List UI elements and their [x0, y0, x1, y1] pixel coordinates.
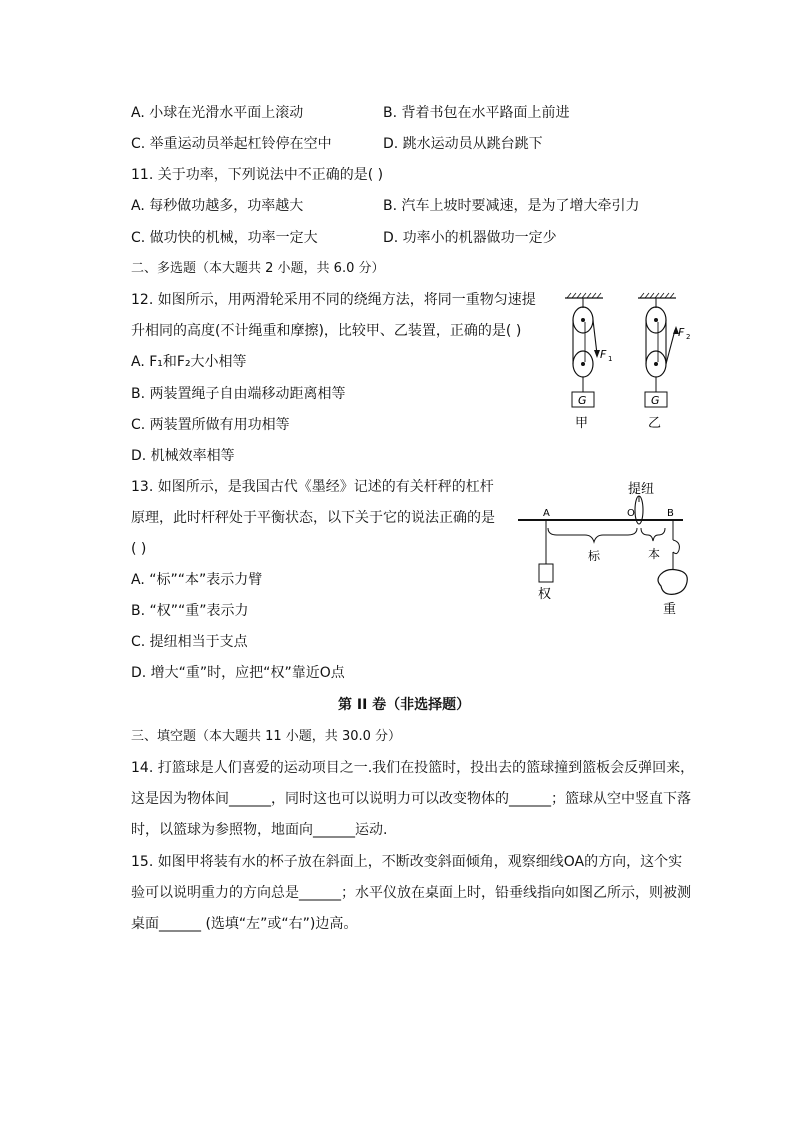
part-two-title: 第 II 卷（非选择题） [338, 697, 471, 713]
label-ben: 本 [648, 547, 661, 561]
q10-option-b: B. 背着书包在水平路面上前进 [383, 105, 570, 121]
q11-option-a: A. 每秒做功越多，功率越大 [131, 198, 304, 214]
q14-line3: 时，以篮球为参照物，地面向______运动. [131, 822, 388, 838]
caption-yi: 乙 [648, 416, 662, 431]
q11-stem: 11. 关于功率，下列说法中不正确的是( ) [131, 167, 384, 183]
q12-option-d: D. 机械效率相等 [131, 448, 235, 464]
q15-line1: 15. 如图甲将装有水的杯子放在斜面上，不断改变斜面倾角，观察细线OA的方向，这个实 [131, 854, 683, 870]
label-biao: 标 [588, 549, 601, 563]
q11-option-d: D. 功率小的机器做功一定少 [383, 230, 557, 246]
q11-option-c: C. 做功快的机械，功率一定大 [131, 230, 318, 246]
q15-line2: 验可以说明重力的方向总是______；水平仪放在桌面上时，铅垂线指向如图乙所示，则被测 [131, 885, 691, 901]
q10-option-c: C. 举重运动员举起杠铃停在空中 [131, 136, 332, 152]
force-f1-label: F [600, 348, 607, 361]
q15-line3: 桌面______ (选填“左”或“右”)边高。 [131, 916, 358, 932]
q13-option-a: A. “标”“本”表示力臂 [131, 572, 263, 588]
pulley-figure [555, 292, 705, 437]
q11-option-b: B. 汽车上坡时要减速，是为了增大牵引力 [383, 198, 640, 214]
q13-stem-line2: 原理，此时杆秤处于平衡状态，以下关于它的说法正确的是 [131, 510, 495, 526]
q13-option-d: D. 增大“重”时，应把“权”靠近O点 [131, 665, 345, 681]
q10-option-d: D. 跳水运动员从跳台跳下 [383, 136, 543, 152]
force-f2-subscript: 2 [686, 333, 691, 341]
q12-option-c: C. 两装置所做有用功相等 [131, 417, 290, 433]
label-point-o: O [627, 508, 635, 519]
q14-line1: 14. 打篮球是人们喜爱的运动项目之一.我们在投篮时，投出去的篮球撞到篮板会反弹回来， [131, 760, 695, 776]
q12-option-b: B. 两装置绳子自由端移动距离相等 [131, 386, 346, 402]
steelyard-figure [515, 478, 695, 618]
label-zhong: 重 [663, 602, 677, 617]
label-point-a: A [543, 508, 550, 519]
force-f1-subscript: 1 [608, 355, 613, 363]
q13-option-c: C. 提纽相当于支点 [131, 634, 248, 650]
label-quan: 权 [538, 587, 552, 602]
section-heading-multi-choice: 二、多选题（本大题共 2 小题，共 6.0 分） [131, 261, 385, 276]
q13-option-b: B. “权”“重”表示力 [131, 603, 249, 619]
force-f2-label: F [678, 326, 685, 339]
q13-stem-line1: 13. 如图所示，是我国古代《墨经》记述的有关杆秤的杠杆 [131, 479, 494, 495]
q13-stem-line3: ( ) [131, 541, 147, 557]
label-tizhu: 提纽 [628, 482, 655, 497]
weight-g-left: G [578, 394, 587, 407]
weight-g-right: G [651, 394, 660, 407]
q14-line2: 这是因为物体间______，同时这也可以说明力可以改变物体的______；篮球从空中竖直下落 [131, 791, 691, 807]
q12-option-a: A. F₁和F₂大小相等 [131, 354, 247, 370]
q12-stem-line2: 升相同的高度(不计绳重和摩擦)，比较甲、乙装置，正确的是( ) [131, 323, 522, 339]
q12-stem-line1: 12. 如图所示，用两滑轮采用不同的绕绳方法，将同一重物匀速提 [131, 292, 536, 308]
label-point-b: B [667, 508, 674, 519]
section-heading-fill-blank: 三、填空题（本大题共 11 小题，共 30.0 分） [131, 729, 402, 744]
caption-jia: 甲 [575, 416, 589, 431]
q10-option-a: A. 小球在光滑水平面上滚动 [131, 105, 304, 121]
